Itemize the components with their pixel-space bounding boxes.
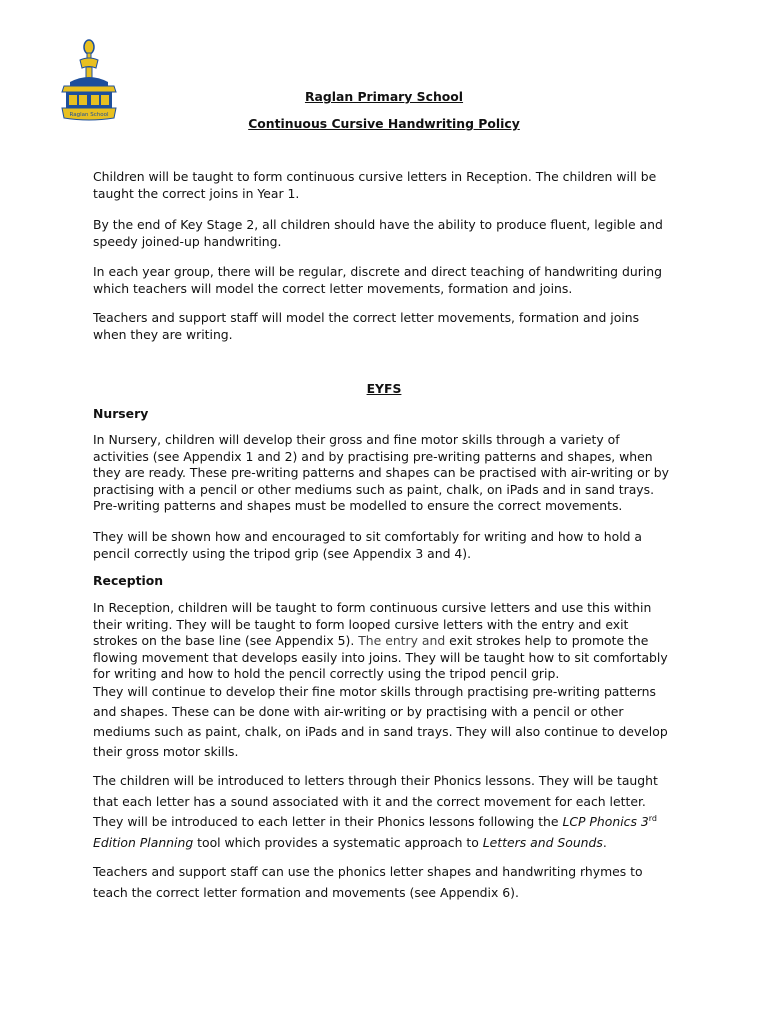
reception-paragraph-2: They will continue to develop their fine motor skills through practising pre-writing patterns and shapes. These can be done with air-writing or by practising with a pencil or other mediums such as paint, chalk, on iPads and in sand trays. They will also continue to develop their gross motor skills. (93, 684, 668, 759)
eyfs-heading: EYFS (366, 381, 402, 396)
nursery-paragraph-1: In Nursery, children will develop their gross and fine motor skills through a variety of activities (see Appendix 1 and 2) and by practising pre-writing patterns and shapes, when they are ready. These pre-writing patterns and shapes can be practised with air-writing or by practising with a pencil or other mediums such as paint, chalk, on iPads and in sand trays. Pre-writing patterns and shapes must be modelled to ensure the correct movements. (93, 432, 669, 513)
reception-paragraph-4: Teachers and support staff can use the phonics letter shapes and handwriting rhymes to teach the correct letter formation and movements (see Appendix 6). (93, 864, 643, 900)
nursery-heading: Nursery (93, 406, 149, 421)
logo-caption: Raglan School (69, 112, 109, 118)
intro-paragraph-2: By the end of Key Stage 2, all children should have the ability to produce fluent, legible and speedy joined-up handwriting. (93, 217, 663, 249)
school-logo (60, 38, 126, 126)
policy-title: Continuous Cursive Handwriting Policy (248, 116, 520, 131)
nursery-paragraph-2: They will be shown how and encouraged to sit comfortably for writing and how to hold a pencil correctly using the tripod grip (see Appendix 3 and 4). (93, 529, 643, 561)
intro-paragraph-1: Children will be taught to form continuous cursive letters in Reception. The children will be taught the correct joins in Year 1. (93, 169, 657, 201)
school-title: Raglan Primary School (304, 89, 464, 104)
reception-heading: Reception (93, 573, 164, 588)
reception-paragraph-3: The children will be introduced to letters through their Phonics lessons. They will be taught that each letter has a sound associated with it and the correct movement for each letter. They will be introduced to each letter in their Phonics lessons following the LCP Phonics 3rd Edition Planning tool which provides a systematic approach to Letters and Sounds. (93, 773, 658, 850)
reception-paragraph-1: In Reception, children will be taught to form continuous cursive letters and use this within their writing. They will be taught to form looped cursive letters with the entry and exit strokes on the base line (see Appendix 5). The entry and exit strokes help to promote the flowing movement that develops easily into joins. They will be taught how to sit comfortably for writing and how to hold the pencil correctly using the tripod pencil grip. (93, 600, 668, 681)
intro-paragraph-3: In each year group, there will be regular, discrete and direct teaching of handwriting during which teachers will model the correct letter movements, formation and joins. (93, 264, 662, 296)
intro-paragraph-4: Teachers and support staff will model the correct letter movements, formation and joins when they are writing. (93, 310, 640, 342)
